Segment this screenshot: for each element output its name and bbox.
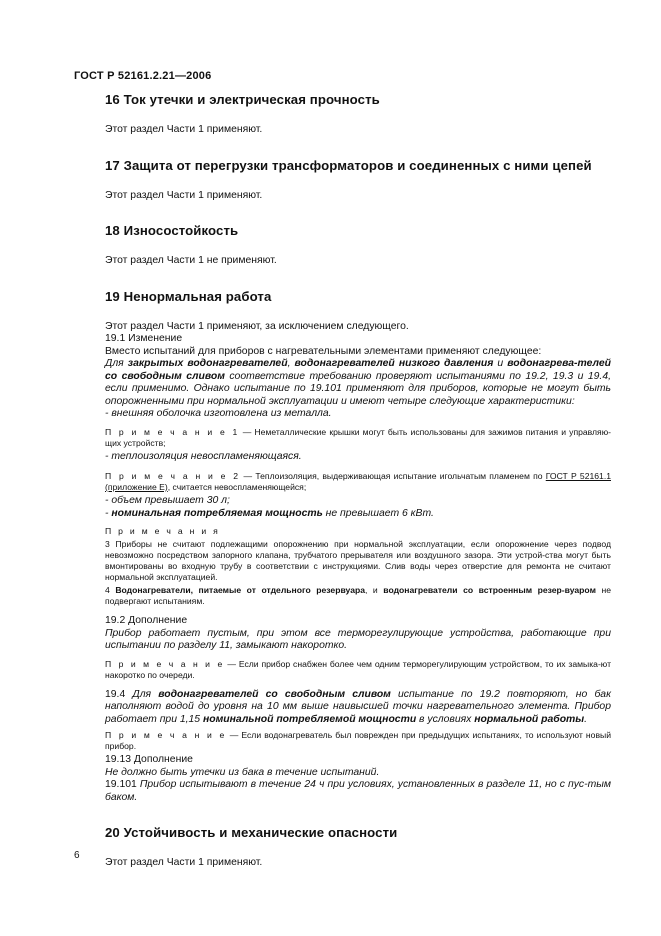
- section-18-title: 18 Износостойкость: [105, 223, 239, 238]
- document-header: ГОСТ Р 52161.2.21—2006: [74, 70, 212, 82]
- subsection-19-13: 19.13 Дополнение: [105, 754, 193, 765]
- term-free-outlet-heaters: водонагрева-телей со свободным сливом: [105, 358, 611, 382]
- note-6-label: П р и м е ч а н и е: [105, 730, 227, 740]
- section-20-title: 20 Устойчивость и механические опасности: [105, 825, 398, 840]
- subsection-19-2-text: Прибор работает пустым, при этом все терморегулирующие устройства, работающие при испытании по разделу 11, замыкают накоротко.: [105, 627, 611, 651]
- text-run: -: [105, 507, 112, 519]
- subsection-19-2: 19.2 Дополнение: [105, 615, 188, 626]
- page-number: 6: [74, 850, 80, 861]
- subsection-19-101-text: Прибор испытывают в течение 24 ч при условиях, установленных в разделе 11, но с пус-тым баком.: [105, 779, 612, 803]
- text-run: соответствие требованию проверяют испытаниями по 19.2, 19.3 и 19.4, если применимо. Однако испытание по 19.101 применяют для приборов, которые не могут быть опорожненными при нормальной эксплуатации и имеют четыре следующие характеристики:: [105, 370, 611, 407]
- note-5: [105, 659, 611, 681]
- bullet-metal-enclosure: - внешняя оболочка изготовлена из металла.: [105, 408, 332, 419]
- text-run: испытание по 19.2 повторяют, но бак наполняют водой до уровня на 10 мм выше наивысшей точки нагревательного элемента. Прибор работает при 1,15: [105, 688, 611, 725]
- text-run: Для: [105, 358, 128, 369]
- note-2-text: — Теплоизоляция, выдерживающая испытание игольчатым пламенем по: [240, 471, 546, 481]
- note-5-text: — Если прибор снабжен более чем одним терморегулирующим устройством, то их замыка-ют накоротко по очереди.: [105, 658, 611, 680]
- document-body: [105, 92, 611, 870]
- note-1: [105, 427, 611, 449]
- term-free-outlet-heaters: водонагревателей со свободным сливом: [158, 688, 391, 700]
- term-rated-power: номинальной потребляемой мощности: [202, 713, 417, 725]
- text-run: не подвергают испытаниям.: [105, 585, 611, 606]
- section-20-text: Этот раздел Части 1 применяют.: [105, 857, 263, 868]
- text-run: 4: [105, 585, 116, 595]
- text-run: .: [584, 713, 588, 725]
- text-run: не превышает 6 кВт.: [322, 507, 434, 519]
- note-1-text: — Неметаллические крышки могут быть использованы для зажимов питания и управляю-щих устройств;: [105, 426, 611, 448]
- bullet-power: [105, 508, 611, 521]
- note-6: [105, 730, 611, 752]
- text-run: в условиях: [416, 713, 475, 725]
- text-run: , и: [365, 585, 384, 595]
- notes-label: П р и м е ч а н и я: [105, 526, 221, 536]
- note-2: [105, 471, 611, 493]
- subsection-19-101: [105, 779, 611, 804]
- term-closed-heaters: закрытых водонагревателей: [127, 358, 288, 369]
- section-18-text: Этот раздел Части 1 не применяют.: [105, 255, 277, 266]
- note-6-text: — Если водонагреватель был поврежден при предыдущих испытаниях, то используют новый прибор.: [105, 730, 612, 751]
- note-2-text-end: , считается невоспламеняющейся;: [167, 482, 307, 492]
- subsection-19-101-number: 19.101: [105, 779, 140, 790]
- term-low-pressure-heaters: водонагревателей низкого давления: [294, 358, 494, 369]
- section-16-text: Этот раздел Части 1 применяют.: [105, 124, 263, 135]
- subsection-19-13-text: Не должно быть утечки из бака в течение испытаний.: [105, 766, 380, 778]
- subsection-19-1-text: Вместо испытаний для приборов с нагревательными элементами применяют следующее:: [105, 345, 542, 357]
- term-rated-power: номинальная потребляемая мощность: [111, 507, 323, 519]
- section-19-intro: Этот раздел Части 1 применяют, за исключением следующего.: [105, 320, 409, 332]
- subsection-19-4-number: 19.4: [105, 688, 133, 700]
- subsection-19-4: [105, 689, 611, 727]
- term-separate-tank-heaters: Водонагреватели, питаемые от отдельного резервуара: [115, 585, 366, 595]
- paragraph-19-1-requirement: [105, 358, 611, 408]
- text-run: ,: [287, 358, 295, 369]
- subsection-19-1: 19.1 Изменение: [105, 333, 183, 344]
- note-2-label: П р и м е ч а н и е 2: [105, 471, 241, 481]
- note-4: [105, 585, 611, 607]
- term-built-in-tank-heaters: водонагреватели со встроенным резер-вуаром: [383, 585, 596, 595]
- section-17-title: 17 Защита от перегрузки трансформаторов и соединенных с ними цепей: [105, 157, 592, 173]
- section-16-title: 16 Ток утечки и электрическая прочность: [105, 92, 380, 107]
- bullet-volume: - объем превышает 30 л;: [105, 495, 230, 506]
- text-run: Для: [132, 688, 159, 700]
- note-3: 3 Приборы не считают подлежащими опорожнению при нормальной эксплуатации, если опорожнение через подвод невозможно посредством запорного клапана, трубчатого прерывателя или воздушного зазора. Эти устрой-ства могут быть вмонтированы во входную трубу в соответствии с инструкциями. Слив воды через отверстие для ремонта не считают нормальной эксплуатацией.: [105, 539, 611, 582]
- text-run: и: [493, 358, 508, 369]
- section-19-title: 19 Ненормальная работа: [105, 288, 272, 304]
- note-5-label: П р и м е ч а н и е: [105, 658, 225, 669]
- section-17-text: Этот раздел Части 1 применяют.: [105, 189, 263, 201]
- standard-reference-link[interactable]: ГОСТ Р 52161.1 (приложение Е): [105, 471, 611, 492]
- term-normal-operation: нормальной работы: [474, 713, 585, 725]
- note-1-label: П р и м е ч а н и е 1: [105, 426, 240, 437]
- bullet-insulation: - теплоизоляция невоспламеняющаяся.: [105, 450, 302, 462]
